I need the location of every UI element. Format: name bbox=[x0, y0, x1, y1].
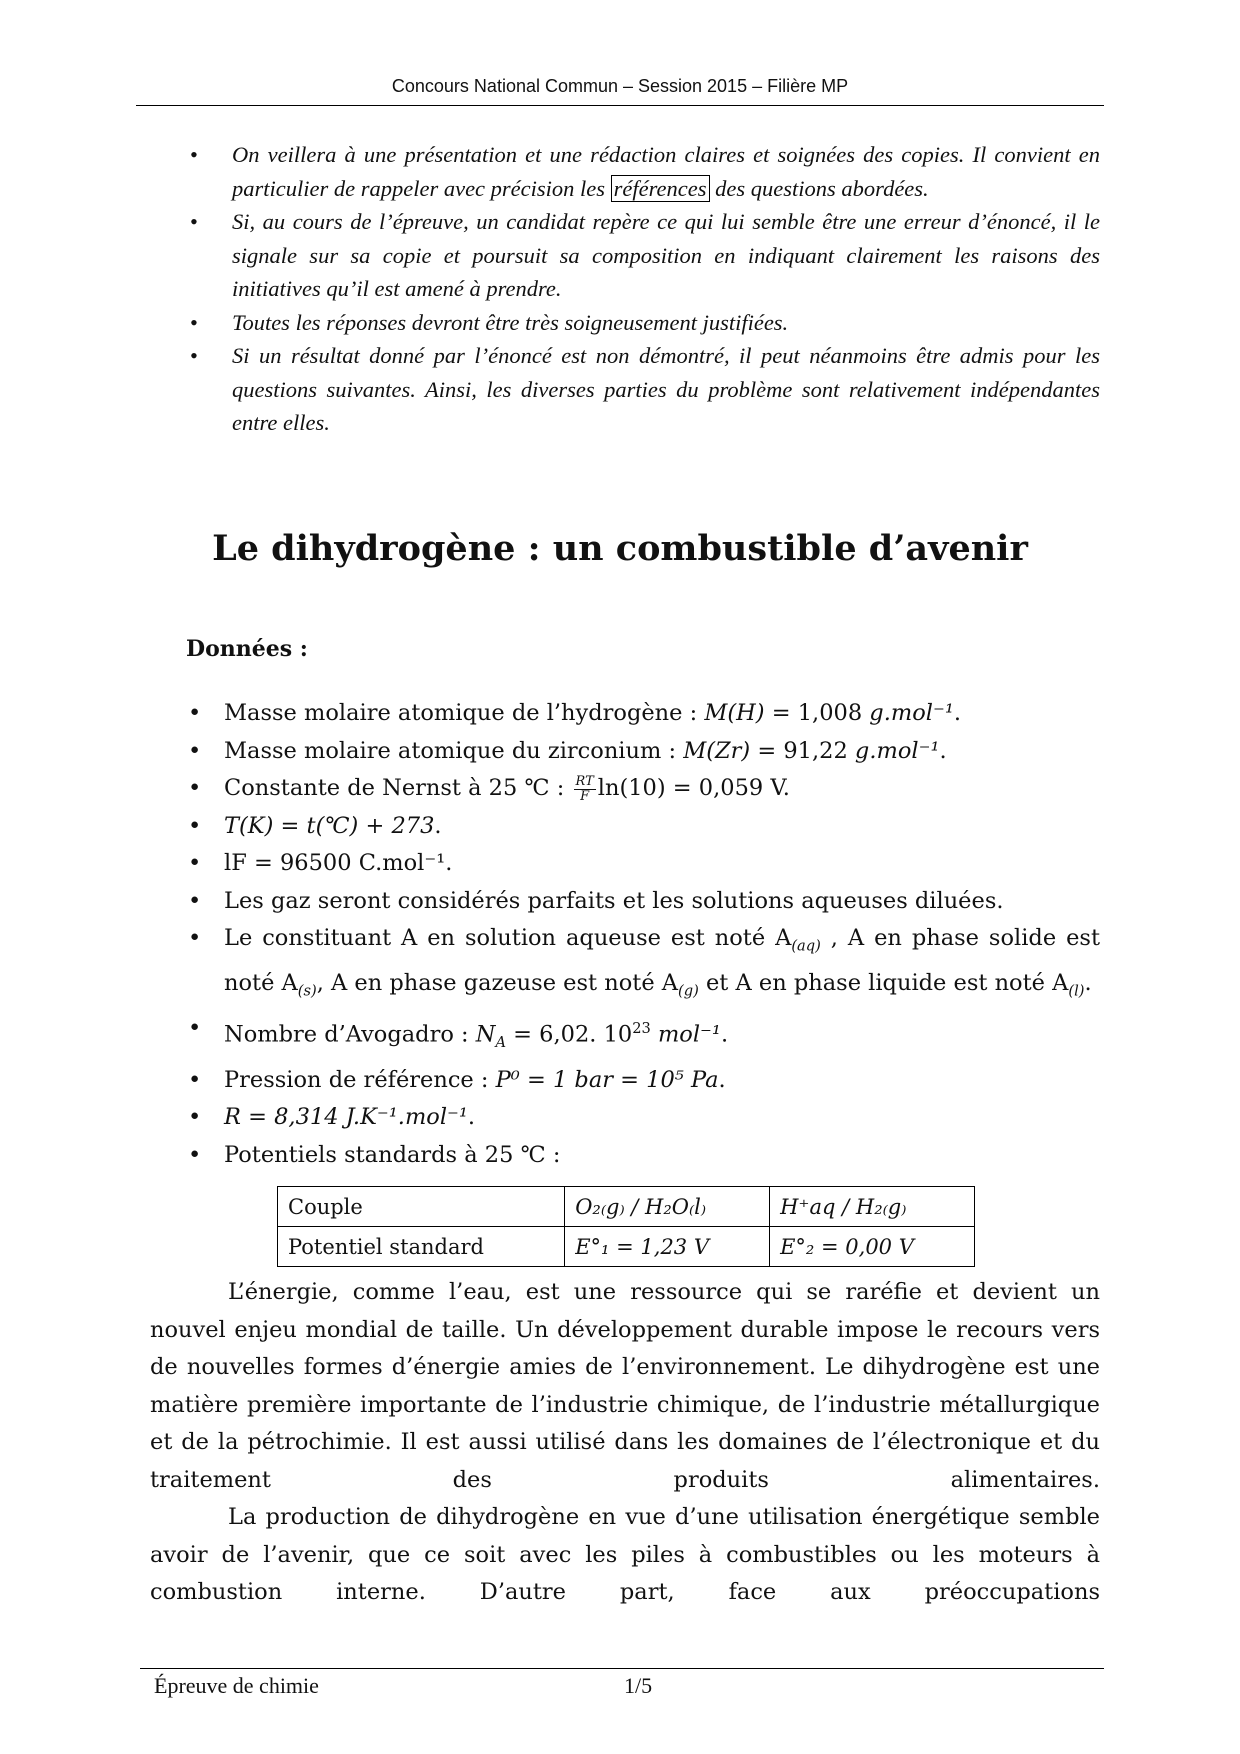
data-item-pression: • Pression de référence : P⁰ = 1 bar = 10⁵ Pa. bbox=[168, 1062, 1100, 1100]
table-couple-1: O₂₍g₎ / H₂O₍l₎ bbox=[565, 1187, 770, 1227]
table-row-label: Potentiel standard bbox=[278, 1227, 565, 1267]
table-e1: E°₁ = 1,23 V bbox=[565, 1227, 770, 1267]
instructions-list bbox=[168, 138, 1100, 440]
body-text bbox=[150, 1274, 1100, 1612]
instruction-item: • Si, au cours de l’épreuve, un candidat repère ce qui lui semble être une erreur d’énoncé, il le signale sur sa copie et poursuit sa composition en indiquant clairement les raisons des initiatives qu’il est amené à prendre. bbox=[168, 205, 1100, 306]
document-title: Le dihydrogène : un combustible d’avenir bbox=[212, 528, 1028, 569]
paragraph: L’énergie, comme l’eau, est une ressource qui se raréfie et devient un nouvel enjeu mondial de taille. Un développement durable impose le recours vers de nouvelles formes d’énergie amies de l’environnement. Le dihydrogène est une matière première importante de l’industrie chimique, de l’industrie métallurgique et de la pétrochimie. Il est aussi utilisé dans les domaines de l’électronique et du traitement des produits alimentaires. bbox=[150, 1279, 1100, 1493]
boxed-word: références bbox=[611, 175, 710, 202]
table-e2: E°₂ = 0,00 V bbox=[770, 1227, 975, 1267]
data-item-potentiels: • Potentiels standards à 25 ℃ : bbox=[168, 1137, 1100, 1175]
data-item-masse-zr: • Masse molaire atomique du zirconium : M(Zr) = 91,22 g.mol⁻¹. bbox=[168, 733, 1100, 771]
page-header: Concours National Commun – Session 2015 – Filière MP bbox=[136, 76, 1104, 106]
potentials-table bbox=[277, 1186, 975, 1267]
page-number: 1/5 bbox=[624, 1673, 653, 1698]
donnees-heading: Données : bbox=[186, 636, 308, 662]
table-row bbox=[278, 1227, 975, 1267]
data-item-masse-h: • Masse molaire atomique de l’hydrogène : M(H) = 1,008 g.mol⁻¹. bbox=[168, 695, 1100, 733]
data-item-temperature: • T(K) = t(℃) + 273. bbox=[168, 808, 1100, 846]
data-item-faraday: • lF = 96500 C.mol⁻¹. bbox=[168, 845, 1100, 883]
instruction-item: • Toutes les réponses devront être très soigneusement justifiées. bbox=[168, 306, 1100, 340]
table-row bbox=[278, 1187, 975, 1227]
data-item-r-constant: • R = 8,314 J.K⁻¹.mol⁻¹. bbox=[168, 1099, 1100, 1137]
page-footer bbox=[140, 1668, 1104, 1698]
paragraph: La production de dihydrogène en vue d’une utilisation énergétique semble avoir de l’avenir, que ce soit avec les piles à combustibles ou les moteurs à combustion interne. D’autre part, face aux préoccupations bbox=[150, 1504, 1100, 1605]
instruction-item: • On veillera à une présentation et une rédaction claires et soignées des copies. Il convient en particulier de rappeler avec précision les références des questions abordées. bbox=[168, 138, 1100, 205]
nernst-fraction: $\frac{RT}{F}$ bbox=[575, 773, 594, 804]
data-item-notation: • Le constituant A en solution aqueuse est noté $A_{(aq)}$ , A en phase solide est noté $A_{(s)}$, A en phase gazeuse est noté $A_{(g)}$ et A en phase liquide est noté $A_{(l)}$. bbox=[168, 920, 1100, 1010]
data-item-avogadro: • Nombre d’Avogadro : $N_A = 6,02$. $10^{23}$ mol⁻¹. bbox=[168, 1010, 1100, 1062]
table-couple-2: H⁺aq / H₂₍g₎ bbox=[770, 1187, 975, 1227]
data-item-gaz: • Les gaz seront considérés parfaits et les solutions aqueuses diluées. bbox=[168, 883, 1100, 921]
data-list bbox=[168, 695, 1100, 1174]
instruction-item: • Si un résultat donné par l’énoncé est non démontré, il peut néanmoins être admis pour les questions suivantes. Ainsi, les diverses parties du problème sont relativement indépendantes entre elles. bbox=[168, 339, 1100, 440]
footer-exam-name: Épreuve de chimie bbox=[154, 1673, 319, 1698]
data-item-nernst: • Constante de Nernst à 25 ℃ : $\frac{RT}{F}$ ln(10) = 0,059 V. bbox=[168, 770, 1100, 808]
table-header-couple: Couple bbox=[278, 1187, 565, 1227]
